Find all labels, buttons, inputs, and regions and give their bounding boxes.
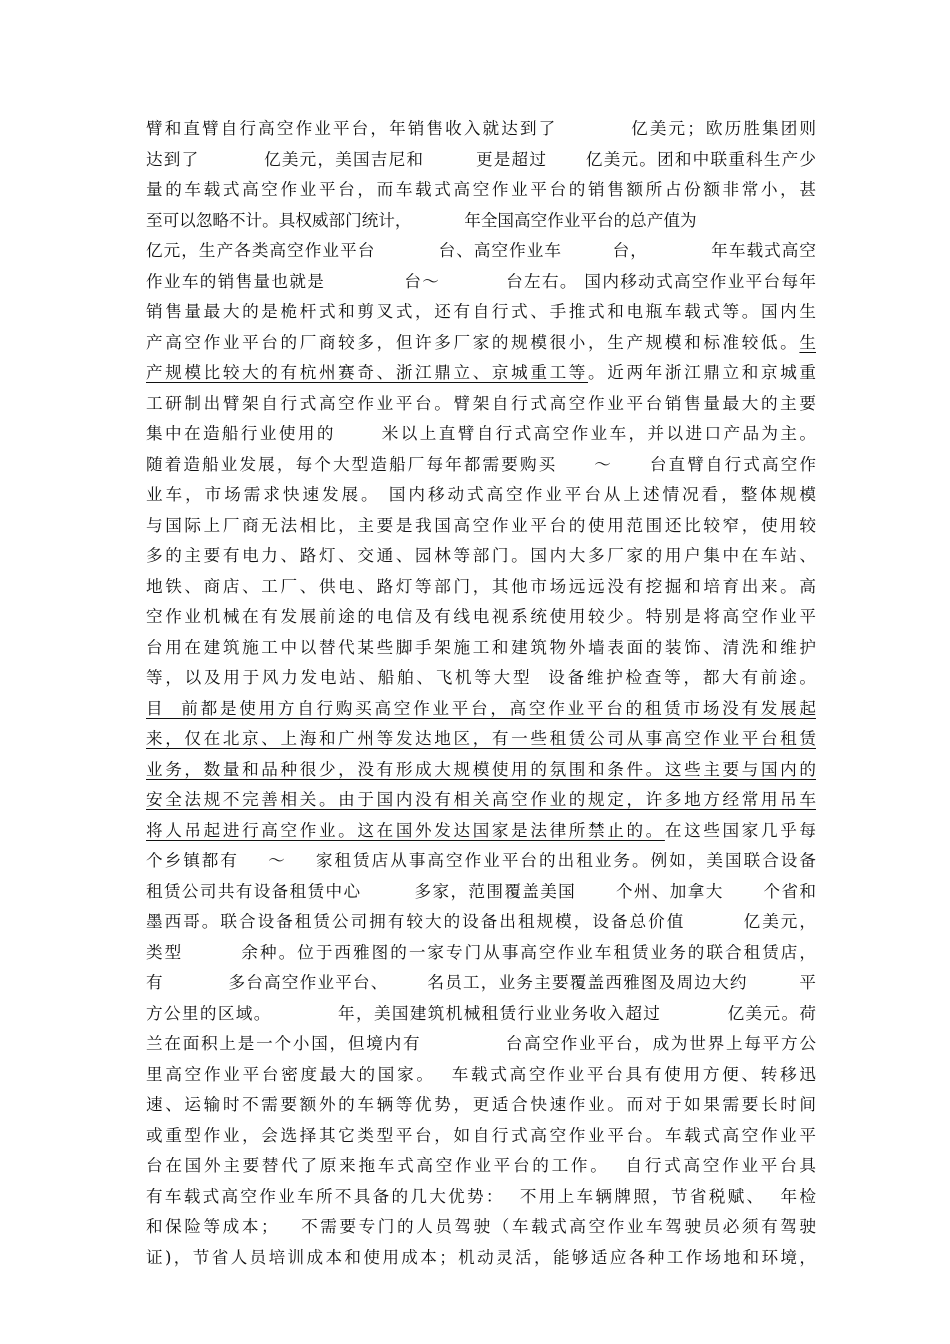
text-segment: 证)，节省人员培训成本和使用成本；机动灵活，能够适应各种工作场地和环境， xyxy=(146,1247,816,1267)
text-line xyxy=(146,938,816,969)
text-line xyxy=(146,1090,816,1121)
text-segment: 集中在造船行业使用的 米以上直臂自行式高空作业车，并以进口产品为主。 xyxy=(146,424,816,443)
text-segment: 有车载式高空作业车所不具备的几大优势： 不用上车辆牌照，节省税赋、 年检 xyxy=(146,1186,816,1206)
text-segment: 产高空作业平台的厂商较多，但许多厂家的规模很小，生产规模和标准较低。 xyxy=(146,332,800,352)
text-segment: 达到了 亿美元，美国吉尼和 更是超过 亿美元。团和中联重科生产少 xyxy=(146,149,816,169)
text-segment: 有 多台高空作业平台、 名员工，业务主要覆盖西雅图及周边大约 平 xyxy=(146,973,816,992)
text-line xyxy=(146,1060,816,1091)
underlined-text: 产规模比较大的有杭州赛奇、浙江鼎立、京城重工等 xyxy=(146,363,589,382)
text-segment: 兰在面积上是一个小国，但境内有 台高空作业平台，成为世界上每平方公 xyxy=(146,1034,816,1053)
text-segment: 空作业机械在有发展前途的电信及有线电视系统使用较少。特别是将高空作业平 xyxy=(146,607,816,626)
text-line xyxy=(146,602,816,633)
text-line xyxy=(146,785,816,816)
text-line xyxy=(146,511,816,542)
text-segment: 地铁、商店、工厂、供电、路灯等部门，其他市场远远没有挖掘和培育出来。高 xyxy=(146,576,816,596)
text-line xyxy=(146,968,816,999)
text-line xyxy=(146,694,816,725)
text-line xyxy=(146,236,816,267)
text-segment: 销售量最大的是桅杆式和剪叉式，还有自行式、手推式和电瓶车载式等。国内生 xyxy=(146,302,816,321)
text-line xyxy=(146,1121,816,1152)
text-segment: 亿元，生产各类高空作业平台 台、高空作业车 台， 年车载式高空 xyxy=(146,241,816,260)
text-segment: 。近两年浙江鼎立和京城重 xyxy=(588,363,816,382)
text-segment: 类型 余种。位于西雅图的一家专门从事高空作业车租赁业务的联合租赁店， xyxy=(146,942,816,962)
text-segment: 台用在建筑施工中以替代某些脚手架施工和建筑物外墙表面的装饰、清洗和维护 xyxy=(146,637,816,657)
text-segment: 多的主要有电力、路灯、交通、园林等部门。国内大多厂家的用户集中在车站、 xyxy=(146,546,816,565)
text-segment: 与国际上厂商无法相比，主要是我国高空作业平台的使用范围还比较窄，使用较 xyxy=(146,515,816,535)
text-line xyxy=(146,358,816,389)
text-line xyxy=(146,1029,816,1060)
text-line xyxy=(146,816,816,847)
text-segment: 台在国外主要替代了原来拖车式高空作业平台的工作。 自行式高空作业平台具 xyxy=(146,1156,816,1175)
text-segment: 工研制出臂架自行式高空作业平台。臂架自行式高空作业平台销售量最大的主要 xyxy=(146,393,816,413)
text-segment: 和保险等成本； 不需要专门的人员驾驶（车载式高空作业车驾驶员必须有驾驶 xyxy=(146,1217,816,1236)
text-segment: 臂和直臂自行高空作业平台，年销售收入就达到了 亿美元；欧历胜集团则 xyxy=(146,119,816,138)
body-text xyxy=(146,114,816,1273)
text-line xyxy=(146,999,816,1030)
text-line xyxy=(146,206,816,237)
text-line xyxy=(146,633,816,664)
text-segment: 或重型作业，会选择其它类型平台，如自行式高空作业平台。车载式高空作业平 xyxy=(146,1125,816,1145)
text-line xyxy=(146,1212,816,1243)
underlined-text: 将人吊起进行高空作业。这在国外发达国家是法律所禁止的。 xyxy=(146,820,665,840)
text-segment: 方公里的区域。 年，美国建筑机械租赁行业业务收入超过 亿美元。荷 xyxy=(146,1003,816,1023)
text-line xyxy=(146,846,816,877)
text-line xyxy=(146,572,816,603)
text-segment: 墨西哥。联合设备租赁公司拥有较大的设备出租规模，设备总价值 亿美元， xyxy=(146,912,816,931)
text-segment: 等，以及用于风力发电站、船舶、飞机等大型 设备维护检查等，都大有前途。 xyxy=(146,668,816,687)
text-segment: 业车，市场需求快速发展。 国内移动式高空作业平台从上述情况看，整体规模 xyxy=(146,485,816,504)
text-segment: 里高空作业平台密度最大的国家。 车载式高空作业平台具有使用方便、转移迅 xyxy=(146,1064,816,1084)
underlined-text: 目 前都是使用方自行购买高空作业平台，高空作业平台的租赁市场没有发展起 xyxy=(146,698,816,718)
text-line xyxy=(146,1243,816,1274)
text-line xyxy=(146,328,816,359)
text-line xyxy=(146,175,816,206)
text-line xyxy=(146,145,816,176)
text-segment: 在这些国家几乎每 xyxy=(664,820,816,840)
text-line xyxy=(146,1182,816,1213)
text-segment: 租赁公司共有设备租赁中心 多家，范围覆盖美国 个州、加拿大 个省和 xyxy=(146,881,816,901)
underlined-text: 来，仅在北京、上海和广州等发达地区，有一些租赁公司从事高空作业平台租赁 xyxy=(146,729,816,748)
text-segment: 量的车载式高空作业平台，而车载式高空作业平台的销售额所占份额非常小，甚 xyxy=(146,180,816,199)
text-segment: 个乡镇都有 ～ 家租赁店从事高空作业平台的出租业务。例如，美国联合设备 xyxy=(146,851,816,870)
text-line xyxy=(146,663,816,694)
text-line xyxy=(146,724,816,755)
text-line xyxy=(146,114,816,145)
underlined-text: 生 xyxy=(799,332,816,352)
text-line xyxy=(146,877,816,908)
text-segment: 速、运输时不需要额外的车辆等优势，更适合快速作业。而对于如果需要长时间 xyxy=(146,1095,816,1114)
text-line xyxy=(146,907,816,938)
text-segment: 至可以忽略不计。具权威部门统计， 年全国高空作业平台的总产值为 xyxy=(146,210,697,230)
text-line xyxy=(146,297,816,328)
text-segment: 作业车的销售量也就是 台～ 台左右。 国内移动式高空作业平台每年 xyxy=(146,271,816,291)
text-line xyxy=(146,419,816,450)
text-line xyxy=(146,1151,816,1182)
text-line xyxy=(146,450,816,481)
text-line xyxy=(146,389,816,420)
text-line xyxy=(146,267,816,298)
text-line xyxy=(146,541,816,572)
text-segment: 随着造船业发展，每个大型造船厂每年都需要购买 ～ 台直臂自行式高空作 xyxy=(146,454,816,474)
text-line xyxy=(146,755,816,786)
underlined-text: 业务，数量和品种很少，没有形成大规模使用的氛围和条件。这些主要与国内的 xyxy=(146,759,816,779)
underlined-text: 安全法规不完善相关。由于国内没有相关高空作业的规定，许多地方经常用吊车 xyxy=(146,790,816,809)
text-line xyxy=(146,480,816,511)
